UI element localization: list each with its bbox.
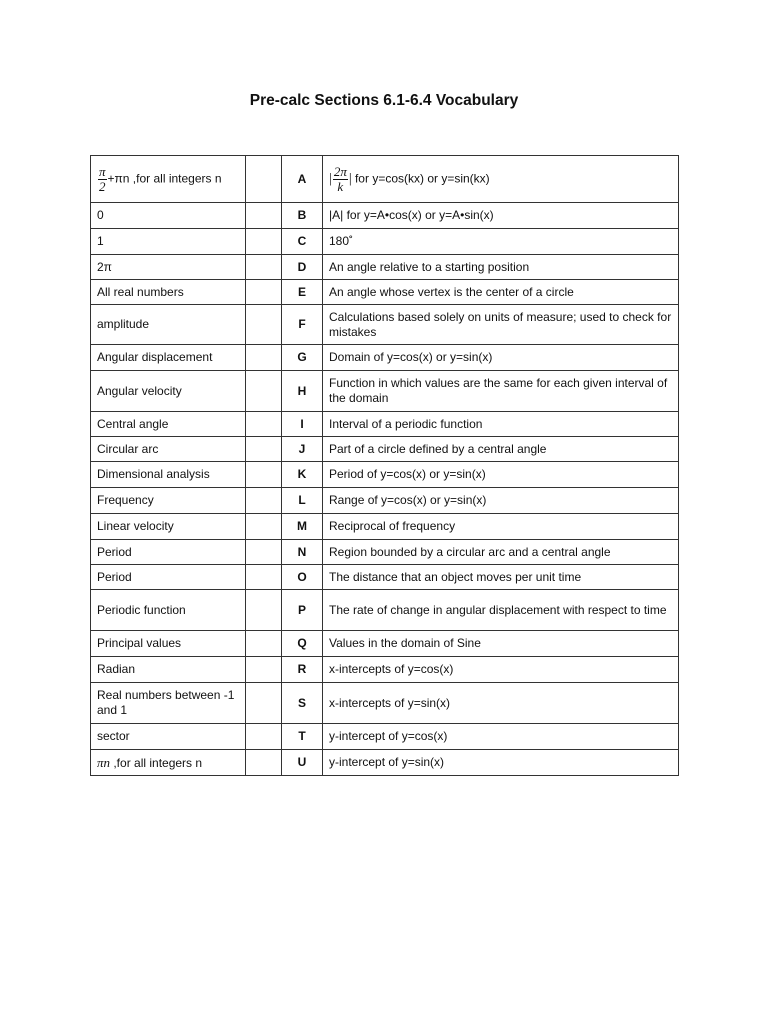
definition-cell: |A| for y=A•cos(x) or y=A•sin(x) (323, 203, 679, 229)
letter-cell: J (282, 437, 323, 462)
definition-cell: Calculations based solely on units of measure; used to check for mistakes (323, 305, 679, 345)
definition-cell: Values in the domain of Sine (323, 631, 679, 657)
answer-blank-cell[interactable] (246, 462, 282, 488)
letter-cell: A (282, 156, 323, 203)
letter-cell: S (282, 683, 323, 724)
answer-blank-cell[interactable] (246, 488, 282, 514)
page-title: Pre-calc Sections 6.1-6.4 Vocabulary (249, 92, 519, 109)
definition-cell: Region bounded by a circular arc and a central angle (323, 540, 679, 565)
table-row (91, 683, 679, 724)
definition-cell: Domain of y=cos(x) or y=sin(x) (323, 345, 679, 371)
term-cell: Periodic function (91, 590, 246, 631)
letter-cell: D (282, 255, 323, 280)
answer-blank-cell[interactable] (246, 657, 282, 683)
term-cell: Linear velocity (91, 514, 246, 540)
definition-cell: Reciprocal of frequency (323, 514, 679, 540)
answer-blank-cell[interactable] (246, 437, 282, 462)
term-cell: 1 (91, 229, 246, 255)
table-row (91, 462, 679, 488)
answer-blank-cell[interactable] (246, 255, 282, 280)
definition-text: for y=cos(kx) or y=sin(kx) (351, 171, 490, 186)
letter-cell: M (282, 514, 323, 540)
answer-blank-cell[interactable] (246, 412, 282, 437)
letter-cell: E (282, 280, 323, 305)
term-cell (91, 156, 246, 203)
definition-cell: Function in which values are the same for each given interval of the domain (323, 371, 679, 412)
term-text: ,for all integers n (110, 755, 203, 770)
definition-cell: Interval of a periodic function (323, 412, 679, 437)
term-cell: Frequency (91, 488, 246, 514)
letter-cell: C (282, 229, 323, 255)
letter-cell: H (282, 371, 323, 412)
answer-blank-cell[interactable] (246, 280, 282, 305)
letter-cell: L (282, 488, 323, 514)
answer-blank-cell[interactable] (246, 203, 282, 229)
fraction-denominator: 2 (99, 178, 106, 194)
table-row (91, 657, 679, 683)
term-cell: sector (91, 724, 246, 750)
term-cell: Circular arc (91, 437, 246, 462)
answer-blank-cell[interactable] (246, 750, 282, 776)
fraction-denominator: k (337, 178, 344, 194)
table-row (91, 203, 679, 229)
table-row (91, 437, 679, 462)
term-cell: Period (91, 540, 246, 565)
definition-cell: x-intercepts of y=cos(x) (323, 657, 679, 683)
term-cell: Principal values (91, 631, 246, 657)
answer-blank-cell[interactable] (246, 345, 282, 371)
table-row (91, 255, 679, 280)
term-cell: Central angle (91, 412, 246, 437)
vocabulary-table (90, 155, 679, 776)
fraction-numerator: π (99, 163, 106, 179)
term-cell: amplitude (91, 305, 246, 345)
letter-cell: R (282, 657, 323, 683)
definition-cell: Period of y=cos(x) or y=sin(x) (323, 462, 679, 488)
definition-fraction (333, 165, 348, 194)
term-fraction (98, 165, 107, 194)
table-row (91, 488, 679, 514)
answer-blank-cell[interactable] (246, 683, 282, 724)
answer-blank-cell[interactable] (246, 565, 282, 590)
table-row (91, 514, 679, 540)
letter-cell: Q (282, 631, 323, 657)
table-row (91, 156, 679, 203)
term-text: +πn ,for all integers n (107, 171, 222, 186)
letter-cell: O (282, 565, 323, 590)
term-cell: 0 (91, 203, 246, 229)
table-row (91, 412, 679, 437)
definition-cell: The distance that an object moves per unit time (323, 565, 679, 590)
table-row (91, 631, 679, 657)
definition-cell: x-intercepts of y=sin(x) (323, 683, 679, 724)
definition-cell: Range of y=cos(x) or y=sin(x) (323, 488, 679, 514)
answer-blank-cell[interactable] (246, 371, 282, 412)
letter-cell: K (282, 462, 323, 488)
term-cell: Radian (91, 657, 246, 683)
letter-cell: I (282, 412, 323, 437)
answer-blank-cell[interactable] (246, 590, 282, 631)
table-row (91, 280, 679, 305)
answer-blank-cell[interactable] (246, 631, 282, 657)
table-row (91, 590, 679, 631)
term-cell (91, 750, 246, 776)
letter-cell: B (282, 203, 323, 229)
definition-cell: An angle whose vertex is the center of a circle (323, 280, 679, 305)
answer-blank-cell[interactable] (246, 229, 282, 255)
letter-cell: G (282, 345, 323, 371)
letter-cell: N (282, 540, 323, 565)
definition-cell: An angle relative to a starting position (323, 255, 679, 280)
term-cell: Angular velocity (91, 371, 246, 412)
definition-cell: Part of a circle defined by a central angle (323, 437, 679, 462)
fraction-numerator: 2π (333, 163, 347, 179)
answer-blank-cell[interactable] (246, 305, 282, 345)
definition-cell: y-intercept of y=cos(x) (323, 724, 679, 750)
letter-cell: P (282, 590, 323, 631)
definition-cell: The rate of change in angular displacement with respect to time (323, 590, 679, 631)
answer-blank-cell[interactable] (246, 156, 282, 203)
answer-blank-cell[interactable] (246, 514, 282, 540)
term-cell: Angular displacement (91, 345, 246, 371)
term-cell: Real numbers between -1 and 1 (91, 683, 246, 724)
term-cell: Dimensional analysis (91, 462, 246, 488)
table-row (91, 750, 679, 776)
term-cell: All real numbers (91, 280, 246, 305)
table-row (91, 724, 679, 750)
answer-blank-cell[interactable] (246, 724, 282, 750)
table-row (91, 371, 679, 412)
term-cell: Period (91, 565, 246, 590)
table-row (91, 565, 679, 590)
term-cell: 2π (91, 255, 246, 280)
definition-cell: 180˚ (323, 229, 679, 255)
answer-blank-cell[interactable] (246, 540, 282, 565)
term-math: πn (97, 754, 111, 770)
table-row (91, 540, 679, 565)
definition-cell: | $\frac{2\pi}{k}$ | for y=cos(kx) or y=sin(kx) (323, 156, 679, 203)
table-row (91, 229, 679, 255)
letter-cell: U (282, 750, 323, 776)
letter-cell: T (282, 724, 323, 750)
letter-cell: F (282, 305, 323, 345)
definition-cell: y-intercept of y=sin(x) (323, 750, 679, 776)
table-row (91, 305, 679, 345)
table-row (91, 345, 679, 371)
